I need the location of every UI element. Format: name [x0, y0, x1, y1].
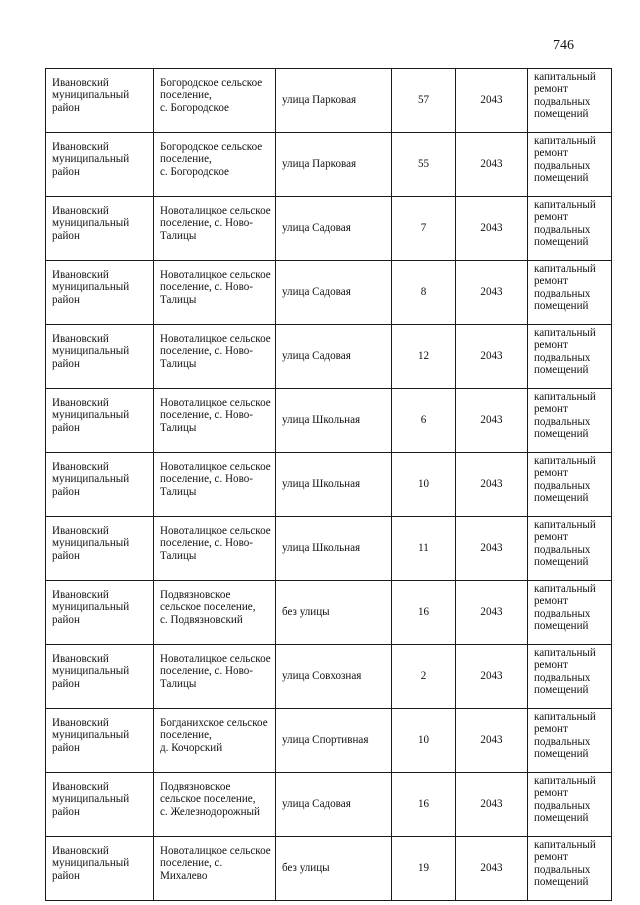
- street-cell-text: улица Садовая: [282, 286, 351, 299]
- table-row: [46, 645, 612, 709]
- street-cell-text: без улицы: [282, 606, 330, 619]
- house-number-cell: [392, 133, 456, 197]
- year-cell-text: 2043: [480, 158, 503, 171]
- settlement-cell-text: Новоталицкое сельское поселение, с. Ново- Талицы: [160, 525, 271, 562]
- street-cell: [276, 261, 392, 325]
- street-cell: [276, 389, 392, 453]
- settlement-cell-text: Новоталицкое сельское поселение, с. Ново- Талицы: [160, 333, 271, 370]
- house-number-cell: [392, 197, 456, 261]
- year-cell: [456, 517, 528, 581]
- street-cell-text: улица Парковая: [282, 158, 357, 171]
- year-cell: [456, 773, 528, 837]
- work-type-cell-text: капитальный ремонт подвальных помещений: [534, 647, 596, 697]
- district-cell: [46, 69, 154, 133]
- work-type-cell: [528, 517, 612, 581]
- work-type-cell-text: капитальный ремонт подвальных помещений: [534, 519, 596, 569]
- district-cell-text: Ивановский муниципальный район: [52, 77, 130, 114]
- district-cell-text: Ивановский муниципальный район: [52, 461, 130, 498]
- street-cell-text: без улицы: [282, 862, 330, 875]
- street-cell: [276, 69, 392, 133]
- year-cell-text: 2043: [480, 222, 503, 235]
- house-number-cell-text: 19: [417, 862, 430, 875]
- house-number-cell: [392, 837, 456, 901]
- house-number-cell-text: 16: [417, 606, 430, 619]
- street-cell-text: улица Садовая: [282, 798, 351, 811]
- settlement-cell: [154, 773, 276, 837]
- settlement-cell-text: Богородское сельское поселение, с. Богородское: [160, 77, 263, 114]
- year-cell: [456, 197, 528, 261]
- work-type-cell-text: капитальный ремонт подвальных помещений: [534, 455, 596, 505]
- year-cell-text: 2043: [480, 286, 503, 299]
- house-number-cell-text: 55: [417, 158, 430, 171]
- work-type-cell: [528, 709, 612, 773]
- house-number-cell-text: 11: [418, 542, 429, 555]
- settlement-cell: [154, 261, 276, 325]
- district-cell: [46, 133, 154, 197]
- house-number-cell-text: 7: [420, 222, 427, 235]
- district-cell: [46, 453, 154, 517]
- house-number-cell-text: 2: [420, 670, 427, 683]
- year-cell-text: 2043: [480, 94, 503, 107]
- work-type-cell: [528, 837, 612, 901]
- street-cell-text: улица Спортивная: [282, 734, 369, 747]
- settlement-cell: [154, 389, 276, 453]
- year-cell-text: 2043: [480, 670, 503, 683]
- house-number-cell: [392, 453, 456, 517]
- district-cell: [46, 389, 154, 453]
- district-cell: [46, 517, 154, 581]
- work-type-cell: [528, 133, 612, 197]
- street-cell-text: улица Школьная: [282, 478, 361, 491]
- house-number-cell: [392, 325, 456, 389]
- house-number-cell-text: 57: [417, 94, 430, 107]
- street-cell-text: улица Садовая: [282, 350, 351, 363]
- house-number-cell: [392, 389, 456, 453]
- year-cell: [456, 389, 528, 453]
- house-number-cell-text: 6: [420, 414, 427, 427]
- year-cell-text: 2043: [480, 350, 503, 363]
- district-cell-text: Ивановский муниципальный район: [52, 205, 130, 242]
- district-cell-text: Ивановский муниципальный район: [52, 845, 130, 882]
- year-cell: [456, 581, 528, 645]
- year-cell: [456, 69, 528, 133]
- work-type-cell: [528, 645, 612, 709]
- district-cell: [46, 709, 154, 773]
- settlement-cell: [154, 581, 276, 645]
- work-type-cell-text: капитальный ремонт подвальных помещений: [534, 263, 596, 313]
- table-row: [46, 709, 612, 773]
- year-cell: [456, 645, 528, 709]
- settlement-cell-text: Богородское сельское поселение, с. Богородское: [160, 141, 263, 178]
- district-cell-text: Ивановский муниципальный район: [52, 653, 130, 690]
- district-cell-text: Ивановский муниципальный район: [52, 781, 130, 818]
- year-cell-text: 2043: [480, 798, 503, 811]
- house-number-cell: [392, 517, 456, 581]
- street-cell-text: улица Школьная: [282, 542, 361, 555]
- street-cell-text: улица Школьная: [282, 414, 361, 427]
- table-row: [46, 325, 612, 389]
- street-cell-text: улица Совхозная: [282, 670, 362, 683]
- housing-repair-table: [45, 68, 612, 901]
- house-number-cell-text: 10: [417, 478, 430, 491]
- district-cell-text: Ивановский муниципальный район: [52, 589, 130, 626]
- year-cell-text: 2043: [480, 862, 503, 875]
- settlement-cell: [154, 325, 276, 389]
- district-cell: [46, 645, 154, 709]
- work-type-cell-text: капитальный ремонт подвальных помещений: [534, 583, 596, 633]
- year-cell: [456, 453, 528, 517]
- year-cell: [456, 325, 528, 389]
- district-cell: [46, 197, 154, 261]
- work-type-cell: [528, 389, 612, 453]
- settlement-cell: [154, 133, 276, 197]
- table-row: [46, 517, 612, 581]
- district-cell-text: Ивановский муниципальный район: [52, 333, 130, 370]
- table-row: [46, 581, 612, 645]
- street-cell-text: улица Парковая: [282, 94, 357, 107]
- street-cell-text: улица Садовая: [282, 222, 351, 235]
- settlement-cell-text: Новоталицкое сельское поселение, с. Ново- Талицы: [160, 269, 271, 306]
- district-cell-text: Ивановский муниципальный район: [52, 717, 130, 754]
- work-type-cell-text: капитальный ремонт подвальных помещений: [534, 327, 596, 377]
- settlement-cell-text: Новоталицкое сельское поселение, с. Михалево: [160, 845, 271, 882]
- work-type-cell-text: капитальный ремонт подвальных помещений: [534, 839, 596, 889]
- year-cell-text: 2043: [480, 606, 503, 619]
- work-type-cell: [528, 197, 612, 261]
- work-type-cell-text: капитальный ремонт подвальных помещений: [534, 71, 596, 121]
- settlement-cell: [154, 197, 276, 261]
- settlement-cell: [154, 645, 276, 709]
- settlement-cell-text: Подвязновское сельское поселение, с. Железнодорожный: [160, 781, 260, 818]
- house-number-cell-text: 12: [417, 350, 430, 363]
- district-cell: [46, 581, 154, 645]
- table-row: [46, 453, 612, 517]
- table-body: [46, 69, 612, 901]
- work-type-cell-text: капитальный ремонт подвальных помещений: [534, 775, 596, 825]
- settlement-cell: [154, 69, 276, 133]
- district-cell: [46, 325, 154, 389]
- work-type-cell: [528, 325, 612, 389]
- table-row: [46, 773, 612, 837]
- house-number-cell: [392, 69, 456, 133]
- year-cell-text: 2043: [480, 414, 503, 427]
- work-type-cell-text: капитальный ремонт подвальных помещений: [534, 711, 596, 761]
- house-number-cell: [392, 261, 456, 325]
- work-type-cell: [528, 453, 612, 517]
- settlement-cell-text: Богданихское сельское поселение, д. Кочорский: [160, 717, 268, 754]
- work-type-cell-text: капитальный ремонт подвальных помещений: [534, 391, 596, 441]
- year-cell: [456, 709, 528, 773]
- table-row: [46, 69, 612, 133]
- district-cell-text: Ивановский муниципальный район: [52, 397, 130, 434]
- house-number-cell: [392, 581, 456, 645]
- settlement-cell-text: Подвязновское сельское поселение, с. Подвязновский: [160, 589, 256, 626]
- year-cell: [456, 837, 528, 901]
- table-row: [46, 261, 612, 325]
- street-cell: [276, 837, 392, 901]
- table-row: [46, 389, 612, 453]
- work-type-cell: [528, 581, 612, 645]
- table-row: [46, 133, 612, 197]
- street-cell: [276, 517, 392, 581]
- settlement-cell: [154, 709, 276, 773]
- district-cell-text: Ивановский муниципальный район: [52, 525, 130, 562]
- work-type-cell: [528, 773, 612, 837]
- street-cell: [276, 325, 392, 389]
- table-row: [46, 837, 612, 901]
- street-cell: [276, 197, 392, 261]
- settlement-cell: [154, 837, 276, 901]
- house-number-cell-text: 16: [417, 798, 430, 811]
- year-cell: [456, 133, 528, 197]
- district-cell: [46, 773, 154, 837]
- table-row: [46, 197, 612, 261]
- year-cell-text: 2043: [480, 542, 503, 555]
- house-number-cell: [392, 709, 456, 773]
- district-cell-text: Ивановский муниципальный район: [52, 269, 130, 306]
- street-cell: [276, 453, 392, 517]
- district-cell-text: Ивановский муниципальный район: [52, 141, 130, 178]
- year-cell: [456, 261, 528, 325]
- house-number-cell-text: 10: [417, 734, 430, 747]
- street-cell: [276, 645, 392, 709]
- house-number-cell: [392, 645, 456, 709]
- work-type-cell: [528, 69, 612, 133]
- street-cell: [276, 133, 392, 197]
- street-cell: [276, 581, 392, 645]
- settlement-cell: [154, 517, 276, 581]
- page-number: 746: [553, 38, 574, 53]
- settlement-cell-text: Новоталицкое сельское поселение, с. Ново- Талицы: [160, 653, 271, 690]
- year-cell-text: 2043: [480, 478, 503, 491]
- settlement-cell-text: Новоталицкое сельское поселение, с. Ново- Талицы: [160, 397, 271, 434]
- district-cell: [46, 261, 154, 325]
- work-type-cell-text: капитальный ремонт подвальных помещений: [534, 135, 596, 185]
- work-type-cell-text: капитальный ремонт подвальных помещений: [534, 199, 596, 249]
- street-cell: [276, 709, 392, 773]
- work-type-cell: [528, 261, 612, 325]
- year-cell-text: 2043: [480, 734, 503, 747]
- settlement-cell-text: Новоталицкое сельское поселение, с. Ново- Талицы: [160, 461, 271, 498]
- house-number-cell: [392, 773, 456, 837]
- district-cell: [46, 837, 154, 901]
- settlement-cell-text: Новоталицкое сельское поселение, с. Ново- Талицы: [160, 205, 271, 242]
- settlement-cell: [154, 453, 276, 517]
- house-number-cell-text: 8: [420, 286, 427, 299]
- street-cell: [276, 773, 392, 837]
